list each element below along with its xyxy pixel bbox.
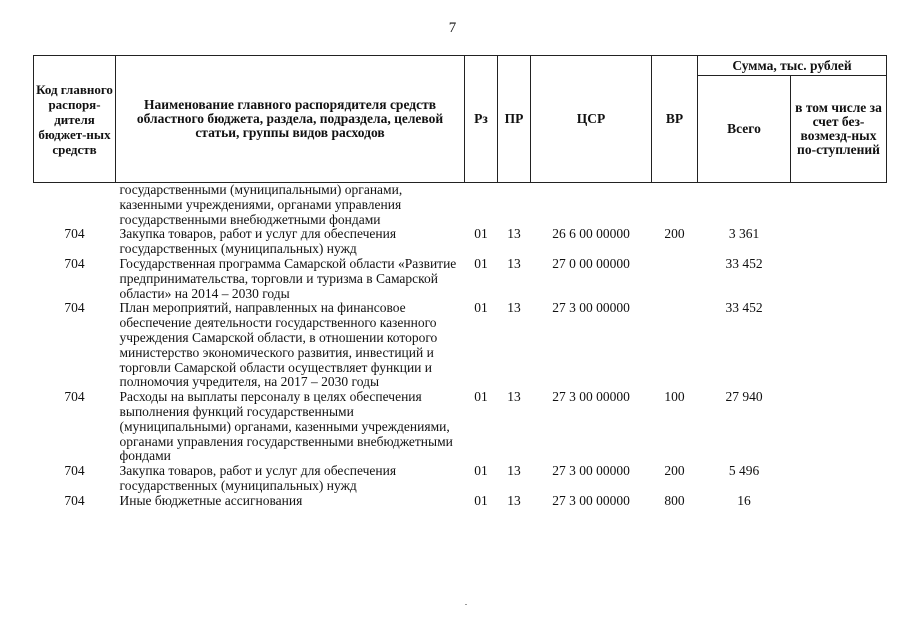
cell-rz: 01 <box>474 300 488 316</box>
cell-total <box>698 183 791 228</box>
cell-gratuitous <box>791 257 887 301</box>
cell-rz <box>465 183 498 228</box>
header-rz: Рз <box>465 56 498 183</box>
cell-name: Расходы на выплаты персоналу в целях обеспечения выполнения функций государственными (муниципальными) органами, казенными учреждениями, органами управления государственными внебюджетными фондами <box>119 389 453 464</box>
cell-code: 704 <box>64 492 85 508</box>
cell-csr: 27 3 00 00000 <box>552 463 630 479</box>
cell-rz: 01 <box>474 255 488 271</box>
table-body <box>34 183 887 509</box>
cell-csr: 26 6 00 00000 <box>552 226 630 242</box>
cell-pr: 13 <box>507 492 521 508</box>
cell-pr: 13 <box>507 389 521 405</box>
cell-rz: 01 <box>474 463 488 479</box>
header-total: Всего <box>698 76 791 183</box>
cell-csr <box>531 183 652 228</box>
cell-pr: 13 <box>507 300 521 316</box>
budget-table <box>33 55 887 509</box>
header-pr: ПР <box>498 56 531 183</box>
cell-gratuitous <box>791 301 887 390</box>
cell-csr: 27 3 00 00000 <box>552 300 630 316</box>
header-sum: Сумма, тыс. рублей <box>698 56 887 76</box>
cell-gratuitous <box>791 494 887 509</box>
table-row <box>34 494 887 509</box>
cell-gratuitous <box>791 464 887 494</box>
header-csr: ЦСР <box>531 56 652 183</box>
table-row <box>34 257 887 301</box>
cell-csr: 27 0 00 00000 <box>552 255 630 271</box>
cell-name: государственными (муниципальными) органами, казенными учреждениями, органами управления государственными внебюджетными фондами <box>119 182 403 227</box>
cell-total: 5 496 <box>728 463 760 479</box>
cell-vr: 100 <box>664 389 685 405</box>
cell-code <box>34 183 116 228</box>
cell-name: План мероприятий, направленных на финансовое обеспечение деятельности государственного казенного учреждения Самарской области, в отношении которого министерство экономического развития, инвестиций и торговли Самарской области осуществляет функции и полномочия учредителя, на 2017 – 2030 годы <box>119 300 438 390</box>
cell-pr: 13 <box>507 226 521 242</box>
header-name: Наименование главного распорядителя средств областного бюджета, раздела, подраздела, целевой статьи, группы видов расходов <box>116 56 465 183</box>
cell-rz: 01 <box>474 389 488 405</box>
cell-gratuitous <box>791 390 887 464</box>
page-number: 7 <box>448 20 457 36</box>
table-row <box>34 301 887 390</box>
cell-code: 704 <box>64 226 85 242</box>
cell-vr <box>652 257 698 301</box>
table-row <box>34 183 887 228</box>
table-row <box>34 464 887 494</box>
table-row <box>34 390 887 464</box>
cell-total: 16 <box>737 492 751 508</box>
cell-code: 704 <box>64 300 85 316</box>
page-mark <box>465 604 467 605</box>
cell-csr: 27 3 00 00000 <box>552 492 630 508</box>
cell-total: 33 452 <box>725 300 763 316</box>
cell-csr: 27 3 00 00000 <box>552 389 630 405</box>
cell-pr: 13 <box>507 255 521 271</box>
cell-code: 704 <box>64 255 85 271</box>
cell-name: Государственная программа Самарской области «Развитие предпринимательства, торговли и туризма в Самарской области» на 2014 – 2030 годы <box>119 255 457 301</box>
cell-total: 27 940 <box>725 389 763 405</box>
cell-rz: 01 <box>474 226 488 242</box>
cell-total: 3 361 <box>728 226 760 242</box>
cell-code: 704 <box>64 389 85 405</box>
cell-vr: 800 <box>664 492 685 508</box>
cell-vr <box>652 301 698 390</box>
cell-vr <box>652 183 698 228</box>
cell-code: 704 <box>64 463 85 479</box>
table-header <box>34 56 887 183</box>
cell-pr: 13 <box>507 463 521 479</box>
cell-name: Закупка товаров, работ и услуг для обеспечения государственных (муниципальных) нужд <box>119 226 397 257</box>
cell-pr <box>498 183 531 228</box>
header-gratuitous: в том числе за счет без-возмезд-ных по-ступлений <box>791 76 887 183</box>
cell-gratuitous <box>791 227 887 257</box>
cell-name: Закупка товаров, работ и услуг для обеспечения государственных (муниципальных) нужд <box>119 463 397 493</box>
table-row <box>34 227 887 257</box>
cell-gratuitous <box>791 183 887 228</box>
cell-vr: 200 <box>664 226 685 242</box>
cell-name: Иные бюджетные ассигнования <box>119 492 303 508</box>
cell-rz: 01 <box>474 492 488 508</box>
cell-total: 33 452 <box>725 255 763 271</box>
header-code: Код главного распоря-дителя бюджет-ных средств <box>34 56 116 183</box>
cell-vr: 200 <box>664 463 685 479</box>
header-vr: ВР <box>652 56 698 183</box>
